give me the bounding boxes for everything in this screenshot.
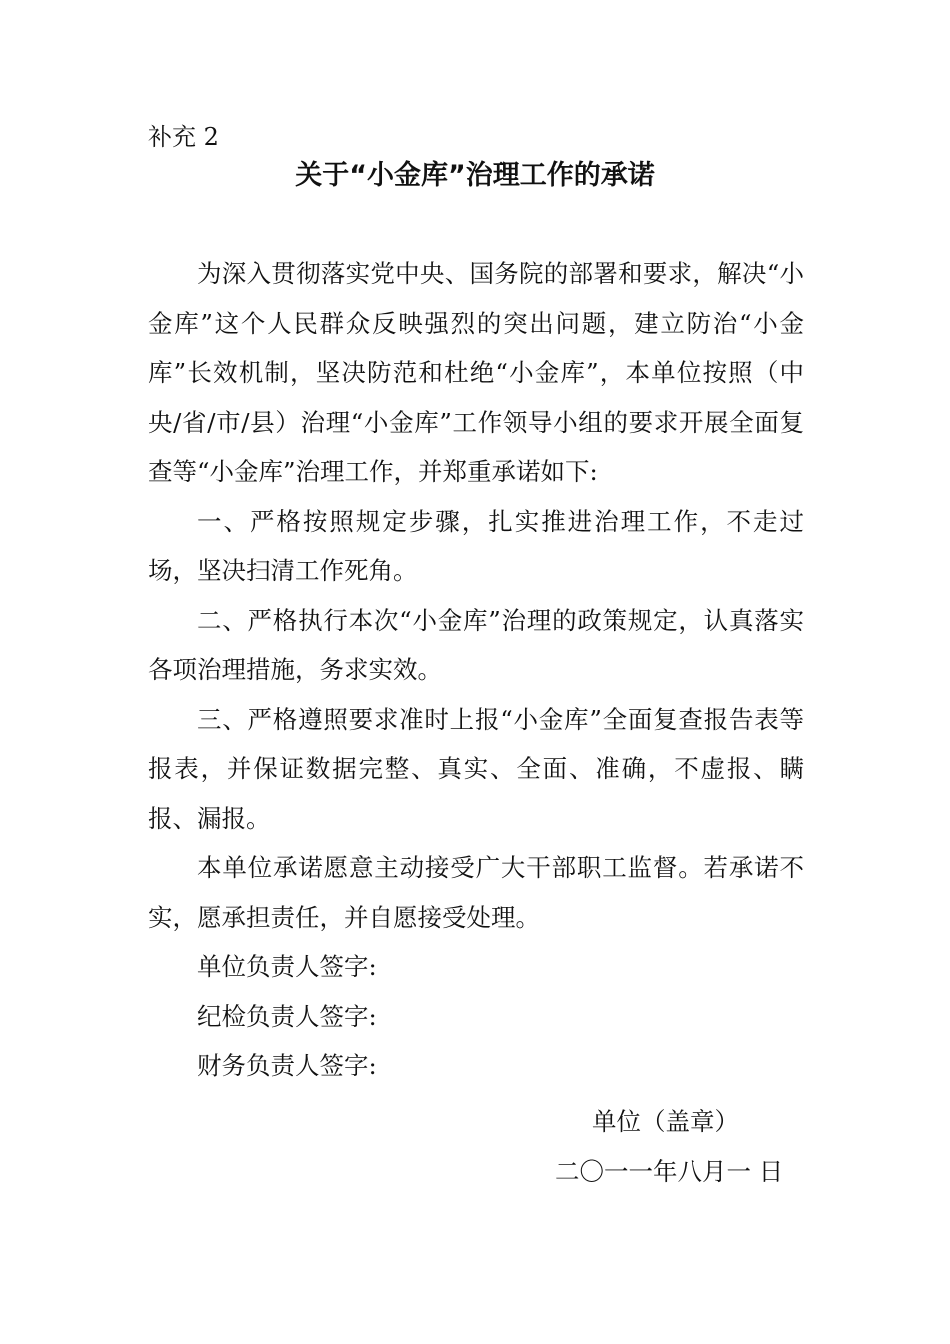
- intro-paragraph: 为深入贯彻落实党中央、国务院的部署和要求，解决“小金库”这个人民群众反映强烈的突出问题，建立防治“小金库”长效机制，坚决防范和杜绝“小金库”，本单位按照（中央/省/市/县）治理“小金库”工作领导小组的要求开展全面复查等“小金库”治理工作，并郑重承诺如下:: [148, 259, 804, 486]
- commitment-item-1: 一、严格按照规定步骤，扎实推进治理工作，不走过场，坚决扫清工作死角。: [148, 506, 804, 585]
- supplement-label: 补充 2: [148, 123, 219, 151]
- finance-head-signature: 财务负责人签字:: [197, 1051, 377, 1080]
- document-date: 二〇一一年八月一 日: [555, 1157, 784, 1186]
- discipline-head-signature: 纪检负责人签字:: [197, 1001, 377, 1031]
- closing-paragraph: 本单位承诺愿意主动接受广大干部职工监督。若承诺不实，愿承担责任，并自愿接受处理。: [148, 853, 804, 932]
- document-body: [148, 249, 804, 1091]
- commitment-item-2: 二、严格执行本次“小金库”治理的政策规定，认真落实各项治理措施，务求实效。: [148, 605, 804, 684]
- document-title: 关于“小金库”治理工作的承诺: [295, 160, 655, 191]
- unit-seal-label: 单位（盖章）: [592, 1107, 739, 1136]
- unit-head-signature: 单位负责人签字:: [197, 952, 377, 981]
- commitment-item-3: 三、严格遵照要求准时上报“小金库”全面复查报告表等报表，并保证数据完整、真实、全面、准确，不虚报、瞒报、漏报。: [148, 704, 804, 833]
